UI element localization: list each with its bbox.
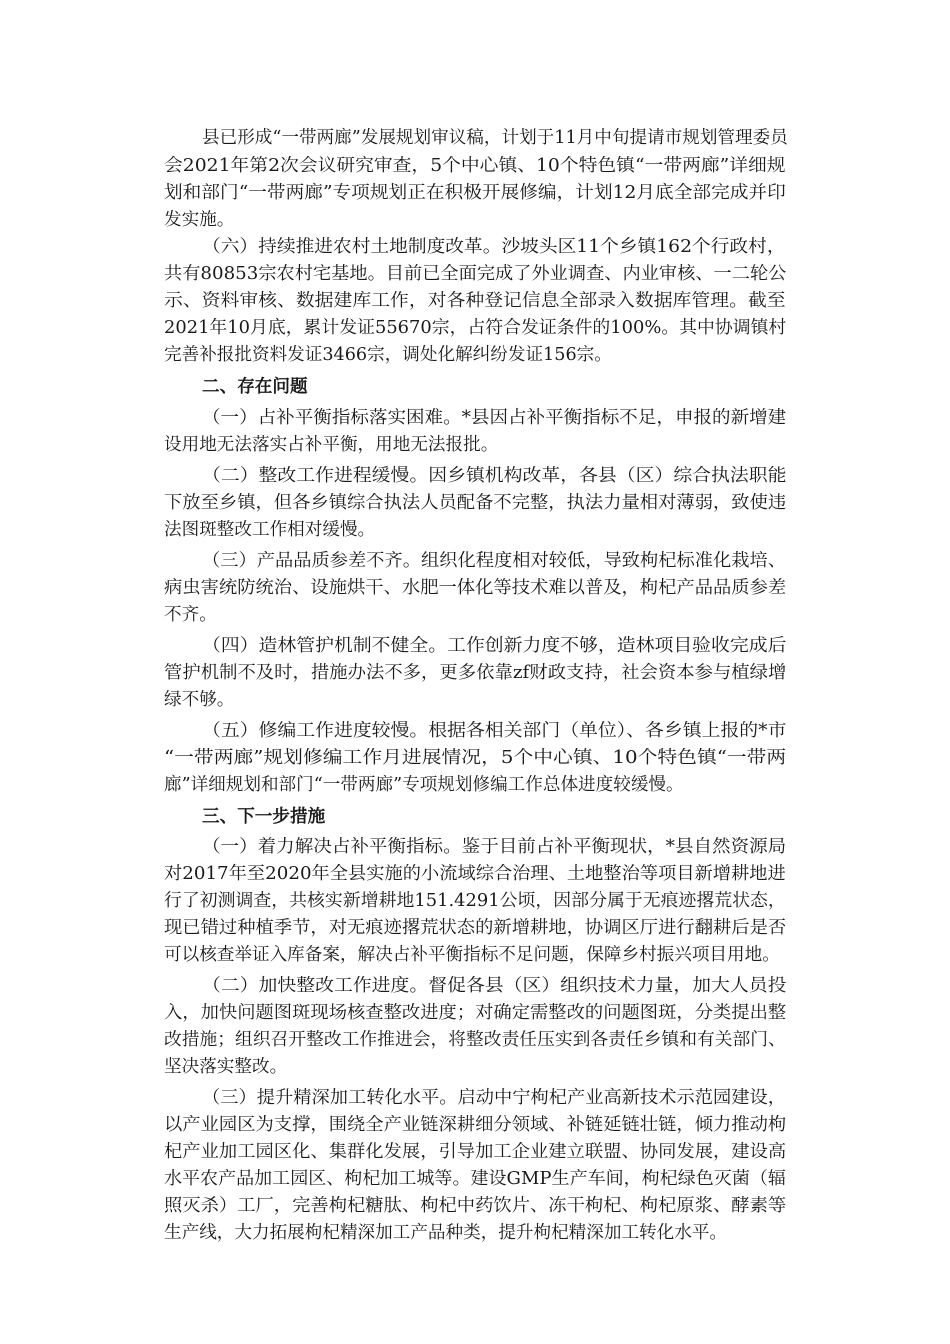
text-line: （六）持续推进农村土地制度改革。沙坡头区11个乡镇162个行政村， bbox=[202, 237, 786, 257]
text-line: （五）修编工作进度较慢。根据各相关部门（单位）、各乡镇上报的*市 bbox=[202, 721, 787, 741]
text-line: 照灭杀）工厂，完善枸杞糖肽、枸杞中药饮片、冻干枸杞、枸杞原浆、酵素等 bbox=[164, 1196, 787, 1216]
text-line: 行了初测调查，共核实新增耕地151.4291公顷，因部分属于无痕迹撂荒状态， bbox=[164, 891, 786, 911]
heading-text: 二、存在问题 bbox=[202, 376, 308, 397]
text-line: 病虫害统防统治、设施烘干、水肥一体化等技术难以普及，枸杞产品品质参差 bbox=[164, 578, 787, 598]
text-line: 设用地无法落实占补平衡，用地无法报批。 bbox=[164, 435, 499, 455]
text-line: 法图斑整改工作相对缓慢。 bbox=[164, 520, 376, 540]
text-line: 2021年10月底，累计发证55670宗，占符合发证条件的100%。其中协调镇村 bbox=[164, 318, 787, 338]
text-line: （三）产品品质参差不齐。组织化程度相对较低，导致枸杞标准化栽培、 bbox=[202, 551, 787, 571]
text-line: 以产业园区为支撑，围绕全产业链深耕细分领域、补链延链壮链，倾力推动枸 bbox=[164, 1115, 787, 1135]
text-line: （一）着力解决占补平衡指标。鉴于目前占补平衡现状，*县自然资源局 bbox=[202, 837, 787, 857]
text-line: 不齐。 bbox=[164, 605, 217, 625]
text-line: 现已错过种植季节，对无痕迹撂荒状态的新增耕地，协调区厅进行翻耕后是否 bbox=[164, 918, 787, 938]
text-line: 坚决落实整改。 bbox=[164, 1057, 288, 1077]
text-line: 会2021年第2次会议研究审查，5个中心镇、10个特色镇“一带两廊”详细规 bbox=[164, 156, 786, 176]
text-line: 生产线，大力拓展枸杞精深加工产品种类，提升枸杞精深加工转化水平。 bbox=[164, 1223, 728, 1243]
text-line: 划和部门“一带两廊”专项规划正在积极开展修编，计划12月底全部完成并印 bbox=[164, 183, 786, 203]
text-line: 管护机制不及时，措施办法不多，更多依靠zf财政支持，社会资本参与植绿增 bbox=[164, 663, 787, 683]
heading-text: 三、下一步措施 bbox=[202, 806, 326, 827]
text-line: （二）加快整改工作进度。督促各县（区）组织技术力量，加大人员投 bbox=[202, 976, 787, 996]
text-line: 可以核查举证入库备案，解决占补平衡指标不足问题，保障乡村振兴项目用地。 bbox=[164, 945, 780, 965]
text-line: 对2017年至2020年全县实施的小流域综合治理、土地整治等项目新增耕地进 bbox=[164, 864, 786, 884]
text-line: 示、资料审核、数据建库工作，对各种登记信息全部录入数据库管理。截至 bbox=[164, 291, 786, 311]
text-line: 下放至乡镇，但各乡镇综合执法人员配备不完整，执法力量相对薄弱，致使违 bbox=[164, 493, 787, 513]
text-line: （一）占补平衡指标落实困难。*县因占补平衡指标不足，申报的新增建 bbox=[202, 408, 787, 428]
text-line: 发实施。 bbox=[164, 210, 235, 230]
text-line: 县已形成“一带两廊”发展规划审议稿，计划于11月中旬提请市规划管理委员 bbox=[202, 128, 788, 148]
text-line: 改措施；组织召开整改工作推进会，将整改责任压实到各责任乡镇和有关部门、 bbox=[164, 1030, 786, 1050]
text-line: 杞产业加工园区化、集群化发展，引导加工企业建立联盟、协同发展，建设高 bbox=[164, 1142, 787, 1162]
text-line: 完善补报批资料发证3466宗，调处化解纠纷发证156宗。 bbox=[164, 345, 612, 365]
text-line: （二）整改工作进程缓慢。因乡镇机构改革，各县（区）综合执法职能 bbox=[202, 466, 787, 486]
text-line: 入，加快问题图斑现场核查整改进度；对确定需整改的问题图斑，分类提出整 bbox=[164, 1003, 787, 1023]
text-line: 水平农产品加工园区、枸杞加工城等。建设GMP生产车间，枸杞绿色灭菌（辐 bbox=[164, 1169, 786, 1189]
text-line: 共有80853宗农村宅基地。目前已全面完成了外业调查、内业审核、一二轮公 bbox=[164, 264, 787, 284]
text-line: 绿不够。 bbox=[164, 690, 235, 710]
text-line: （四）造林管护机制不健全。工作创新力度不够，造林项目验收完成后 bbox=[202, 636, 787, 656]
text-line: “一带两廊”规划修编工作月进展情况，5个中心镇、10个特色镇“一带两 bbox=[164, 748, 787, 768]
text-line: 廊”详细规划和部门“一带两廊”专项规划修编工作总体进度较缓慢。 bbox=[164, 775, 684, 795]
text-line: （三）提升精深加工转化水平。启动中宁枸杞产业高新技术示范园建设， bbox=[202, 1088, 787, 1108]
